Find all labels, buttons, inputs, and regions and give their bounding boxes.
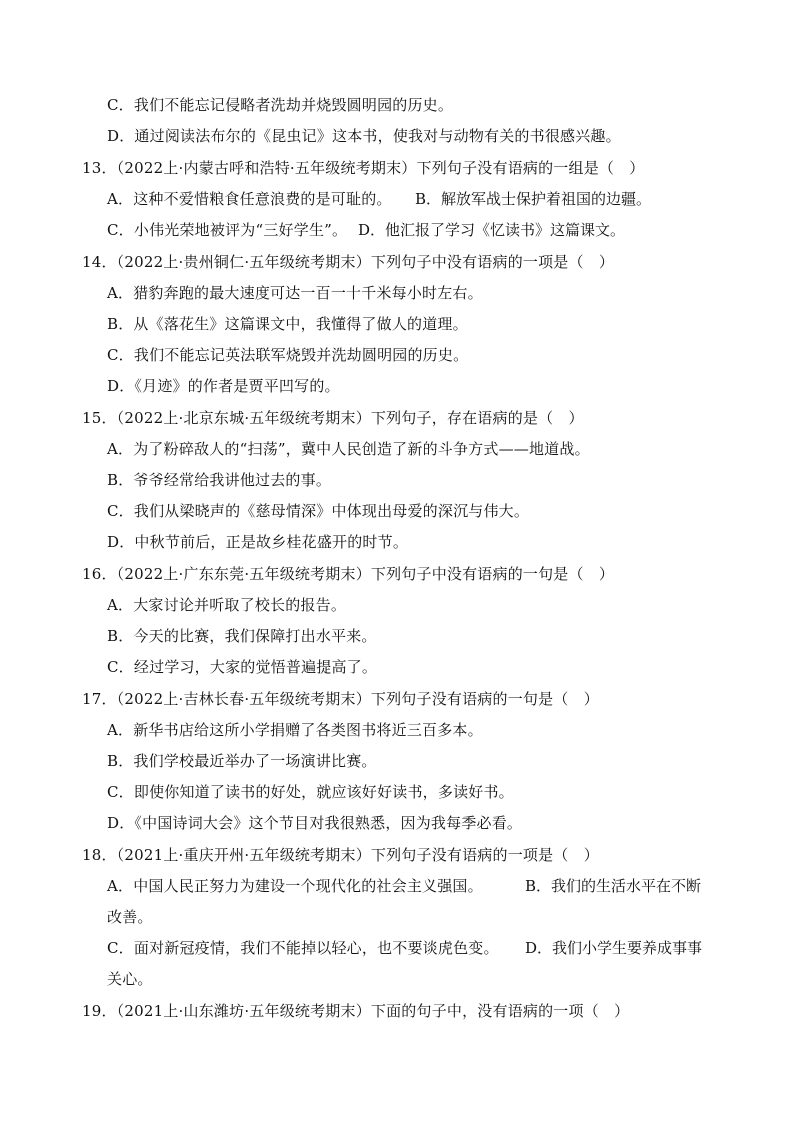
question-18-stem: 18．（2021上·重庆开州·五年级统考期末）下列句子没有语病的一项是（ ） (82, 846, 599, 864)
prev-option-d: D．通过阅读法布尔的《昆虫记》这本书，使我对与动物有关的书很感兴趣。 (107, 127, 621, 145)
question-13-stem: 13．（2022上·内蒙古呼和浩特·五年级统考期末）下列句子没有语病的一组是（ ） (82, 159, 645, 177)
question-18-option-c: C．面对新冠疫情，我们不能掉以轻心，也不要谈虎色变。 (107, 939, 499, 957)
question-13-option-d: D．他汇报了学习《忆读书》这篇课文。 (358, 221, 626, 239)
question-18-option-d-continued: 关心。 (107, 970, 153, 988)
question-15-option-a: A．为了粉碎敌人的“扫荡”，冀中人民创造了新的斗争方式——地道战。 (107, 440, 590, 458)
question-13-option-c: C．小伟光荣地被评为“三好学生”。 (107, 221, 348, 239)
question-18-option-b-continued: 改善。 (107, 908, 153, 926)
question-15-option-d: D．中秋节前后，正是故乡桂花盛开的时节。 (107, 533, 409, 551)
question-13-option-a: A．这种不爱惜粮食任意浪费的是可耻的。 (107, 190, 392, 208)
question-16-option-c: C．经过学习，大家的觉悟普遍提高了。 (107, 658, 378, 676)
question-15-option-b: B．爷爷经常给我讲他过去的事。 (107, 471, 332, 489)
question-17-option-c: C．即使你知道了读书的好处，就应该好好读书，多读好书。 (107, 783, 514, 801)
question-19-stem: 19．（2021上·山东潍坊·五年级统考期末）下面的句子中，没有语病的一项（ ） (82, 1002, 630, 1020)
question-18-option-d: D．我们小学生要养成事事 (525, 939, 703, 957)
question-13-option-b: B．解放军战士保护着祖国的边疆。 (415, 190, 652, 208)
question-14-option-c: C．我们不能忘记英法联军烧毁并洗劫圆明园的历史。 (107, 346, 469, 364)
question-15-stem: 15．（2022上·北京东城·五年级统考期末）下列句子，存在语病的是（ ） (82, 409, 584, 427)
question-18-option-b: B．我们的生活水平在不断 (525, 877, 702, 895)
question-14-option-a: A．猎豹奔跑的最大速度可达一百一十千米每小时左右。 (107, 284, 483, 302)
question-14-option-b: B．从《落花生》这篇课文中，我懂得了做人的道理。 (107, 315, 468, 333)
question-16-stem: 16．（2022上·广东东莞·五年级统考期末）下列句子中没有语病的一句是（ ） (82, 565, 615, 583)
question-17-option-b: B．我们学校最近举办了一场演讲比赛。 (107, 752, 377, 770)
question-14-option-d: D．《月迹》的作者是贾平凹写的。 (107, 377, 340, 395)
question-16-option-a: A．大家讨论并听取了校长的报告。 (107, 596, 347, 614)
question-15-option-c: C．我们从梁晓声的《慈母情深》中体现出母爱的深沉与伟大。 (107, 502, 530, 520)
question-17-option-d: D．《中国诗词大会》这个节目对我很熟悉，因为我每季必看。 (107, 814, 523, 832)
prev-option-c: C．我们不能忘记侵略者洗劫并烧毁圆明园的历史。 (107, 96, 454, 114)
question-17-stem: 17．（2022上·吉林长春·五年级统考期末）下列句子没有语病的一句是（ ） (82, 690, 599, 708)
question-16-option-b: B．今天的比赛，我们保障打出水平来。 (107, 627, 377, 645)
question-17-option-a: A．新华书店给这所小学捐赠了各类图书将近三百多本。 (107, 721, 483, 739)
question-14-stem: 14．（2022上·贵州铜仁·五年级统考期末）下列句子中没有语病的一项是（ ） (82, 253, 615, 271)
question-18-option-a: A．中国人民正努力为建设一个现代化的社会主义强国。 (107, 877, 483, 895)
